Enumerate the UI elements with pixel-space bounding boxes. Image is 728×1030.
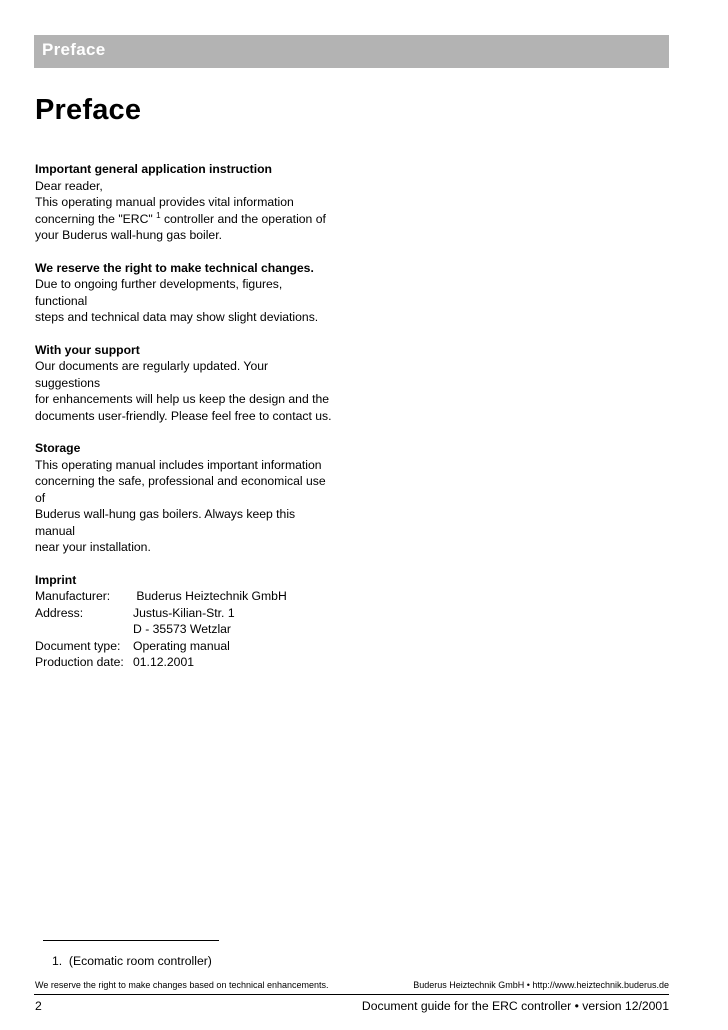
imprint-row-document-type	[35, 638, 335, 655]
section-imprint	[35, 572, 335, 671]
body-line: near your installation.	[35, 540, 151, 554]
section-application-instruction	[35, 161, 335, 244]
imprint-label	[35, 621, 133, 638]
section-header-bar	[34, 35, 669, 68]
body-line: Dear reader,	[35, 178, 103, 193]
body-line: This operating manual includes important information	[35, 457, 322, 472]
body-text: controller and the operation of	[160, 211, 326, 226]
body-line: for enhancements will help us keep the design and the	[35, 392, 330, 406]
body-line: documents user-friendly. Please feel free to contact us.	[35, 408, 332, 423]
footnote: 1. (Ecomatic room controller)	[52, 954, 212, 968]
footnote-reference[interactable]: 1	[156, 210, 161, 220]
section-heading: Imprint	[35, 572, 77, 587]
body-line: Buderus wall-hung gas boilers. Always keep this manual	[35, 507, 296, 538]
imprint-label: Manufacturer:	[35, 589, 111, 603]
body-line: steps and technical data may show slight deviations.	[35, 310, 319, 324]
footnote-divider	[43, 940, 219, 941]
body-text: concerning the "ERC"	[35, 211, 157, 226]
imprint-label: Address:	[35, 605, 84, 620]
imprint-value: Buderus Heiztechnik GmbH	[133, 589, 287, 603]
section-heading: Important general application instruction	[35, 162, 273, 176]
imprint-value: Operating manual	[133, 638, 230, 653]
body-line: Our documents are regularly updated. Your suggestions	[35, 359, 269, 390]
imprint-row-address-city	[35, 621, 335, 638]
section-header-title: Preface	[42, 40, 106, 59]
imprint-value: 01.12.2001	[133, 655, 194, 669]
imprint-label: Document type:	[35, 638, 121, 653]
imprint-value: Justus-Kilian-Str. 1	[133, 605, 235, 620]
body-line: This operating manual provides vital information	[35, 195, 294, 209]
imprint-row-production-date	[35, 654, 335, 671]
section-technical-changes	[35, 260, 335, 326]
imprint-value: D - 35573 Wetzlar	[133, 622, 231, 636]
body-line: your Buderus wall-hung gas boiler.	[35, 228, 222, 242]
imprint-row-address	[35, 605, 335, 622]
imprint-row-manufacturer	[35, 588, 335, 605]
page-number: 2	[35, 999, 42, 1013]
section-storage	[35, 440, 335, 556]
section-heading: With your support	[35, 342, 140, 357]
footer-divider	[34, 994, 669, 995]
footer-guide-title: Document guide for the ERC controller • version 12/2001	[361, 999, 669, 1013]
body-line: concerning the safe, professional and economical use of	[35, 474, 326, 505]
body-line	[35, 211, 335, 228]
footer-disclaimer: We reserve the right to make changes based on technical enhancements.	[35, 980, 329, 990]
document-body	[35, 161, 335, 687]
section-heading: Storage	[35, 441, 81, 455]
page-title: Preface	[35, 94, 142, 126]
section-heading: We reserve the right to make technical changes.	[35, 260, 314, 275]
imprint-label: Production date:	[35, 655, 124, 669]
footer-company: Buderus Heiztechnik GmbH • http://www.heiztechnik.buderus.de	[413, 980, 669, 990]
section-support	[35, 342, 335, 425]
body-line: Due to ongoing further developments, figures, functional	[35, 277, 283, 308]
